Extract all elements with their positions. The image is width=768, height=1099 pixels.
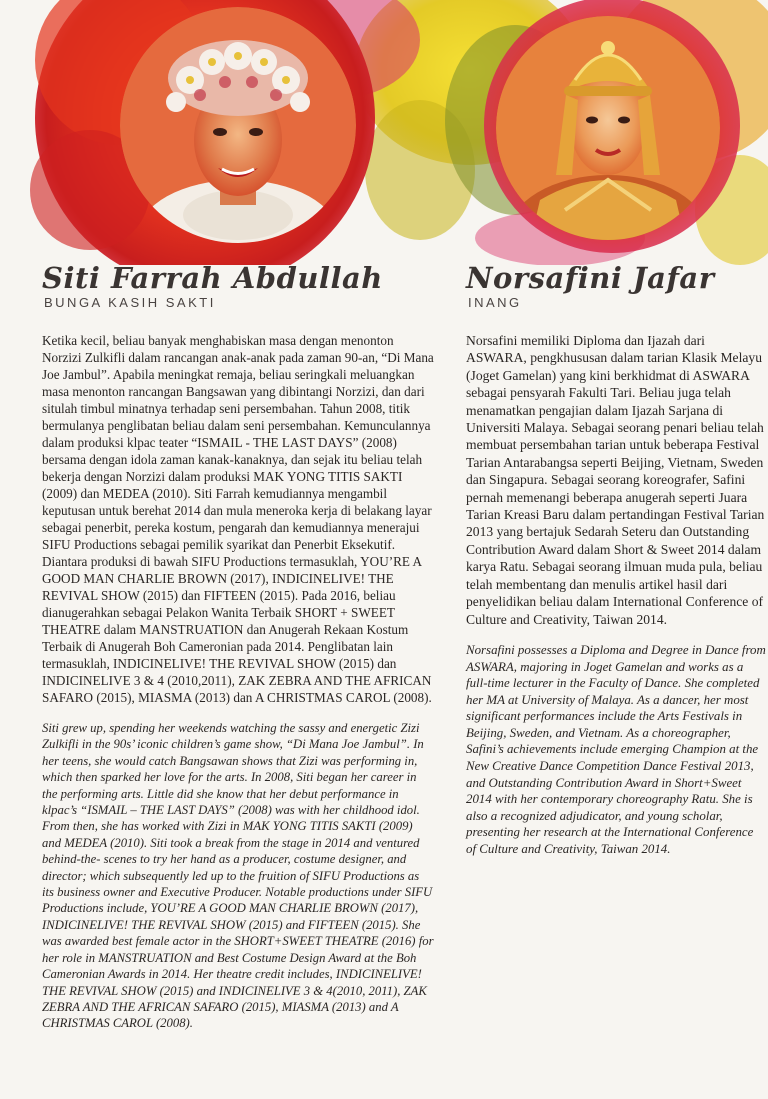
watercolor-portrait-banner — [0, 0, 768, 265]
bio-english: Siti grew up, spending her weekends watching the sassy and energetic Zizi Zulkifli in the 90s’ iconic children’s game show, “Di Mana Joe Jambul”. In her teens, she would catch Bangsawan shows that Zizi was performing in, which then sparked her love for the arts. In 2008, Siti began her career in the performing arts. Little did she know that her debut performance in klpac’s “ISMAIL – THE LAST DAYS” (2008) was with her childhood idol. From then, she has worked with Zizi in MAK YONG TITIS SAKTI (2009) and MEDEA (2010). Siti took a break from the stage in 2014 and ventured behind-the- scenes to try her hand as a producer, costume designer, and director; which subsequently led up to the fruition of SIFU Productions as its business owner and Executive Producer. Notable productions under SIFU Productions include, YOU’RE A GOOD MAN CHARLIE BROWN (2017), INDICINELIVE! THE REVIVAL SHOW (2015) and FIFTEEN (2015). She was awarded best female actor in the SHORT+SWEET THEATRE (2016) for her role in MANSTRUATION and Best Costume Design Award at the Boh Cameronian Awards in 2014. Her theatre credit includes, INDICINELIVE! THE REVIVAL SHOW (2015) and INDICINELIVE 3 & 4(2010, 2011), ZAK ZEBRA AND THE AFRICAN SAFARO (2015), MIASMA (2013) and A CHRISTMAS CAROL (2008). — [42, 721, 434, 1031]
profile-norsafini — [466, 262, 766, 858]
performer-name: Siti Farrah Abdullah — [42, 261, 383, 295]
bio-english: Norsafini possesses a Diploma and Degree in Dance from ASWARA, majoring in Joget Gamelan and works as a full-time lecturer in the Faculty of Dance. She completed her MA at University of Malaya. As a dancer, her most significant performances include the Arts Festivals in Beijing, Sweden, and Vietnam. As a choreographer, Safini’s achievements include emerging Champion at the New Creative Dance Competition Dance Festival 2013, and Outstanding Contribution Award in Short+Sweet 2014 with her contemporary choreography Ratu. She is also a recognized adjudicator, and young scholar, presenting her research at the International Conference of Culture and Creativity, Taiwan 2014. — [466, 642, 766, 857]
bio-malay: Norsafini memiliki Diploma dan Ijazah dari ASWARA, pengkhususan dalam tarian Klasik Melayu (Joget Gamelan) yang kini berkhidmat di ASWARA sebagai pensyarah Fakulti Tari. Beliau juga telah menamatkan pengajian dalam Ijazah Sarjana di Universiti Malaya. Sebagai seorang penari beliau telah membuat persembahan tarian untuk beberapa Festival Tarian Antarabangsa seperti Beijing, Vietnam, Sweden dan Singapura. Sebagai seorang koreografer, Safini pernah memenangi beberapa anugerah seperti Juara Tarian Kreasi Baru dalam pertandingan Festival Tarian 2013 yang bertajuk Sedarah Seteru dan Outstanding Contribution Award dalam Short & Sweet 2014 dalam karya Ratu. Sebagai seorang ilmuan muda pula, beliau telah membentang dan menulis artikel hasil dari penyelidikan beliau dalam International Conference of Culture and Creativity, Taiwan 2014. — [466, 333, 765, 627]
character-role: INANG — [468, 295, 522, 310]
bio-malay: Ketika kecil, beliau banyak menghabiskan masa dengan menonton Norzizi Zulkifli dalam rancangan anak-anak pada zaman 90-an, “Di Mana Joe Jambul”. Apabila meningkat remaja, beliau seringkali meluangkan masa menonton rancangan Bangsawan yang dibintangi Norzizi, dan dari situlah timbul minatnya terhadap seni persembahan. Tahun 2008, titik bermulanya penglibatan beliau dalam seni persembahan. Kemunculannya dalam produksi klpac teater “ISMAIL - THE LAST DAYS” (2008) bersama dengan idola zaman kanak-kanaknya, dan sejak itu beliau telah bekerja dengan Norzizi dalam produksi MAK YONG TITIS SAKTI (2009) dan MEDEA (2010). Siti Farrah kemudiannya mengambil keputusan untuk berehat 2014 dan mula meneroka kerja di belakang layar sebagai penerbit, pereka kostum, pengarah dan kemudiannya menerajui SIFU Productions sebagai pemilik syarikat dan Penerbit Eksekutif. Diantara produksi di bawah SIFU Productions termasuklah, YOU’RE A GOOD MAN CHARLIE BROWN (2017), INDICINELIVE! THE REVIVAL SHOW (2015) dan FIFTEEN (2015). Pada 2016, beliau dianugerahkan sebagai Pelakon Wanita Terbaik SHORT + SWEET THEATRE dalam MANSTRUATION dan Anugerah Rekaan Kostum Terbaik di Anugerah Boh Cameronian pada 2014. Penglibatan lain termasuklah, INDICINELIVE! THE REVIVAL SHOW (2015) dan INDICINELIVE 3 & 4 (2010,2011), ZAK ZEBRA AND THE AFRICAN SAFARO (2015), MIASMA (2013) dan A CHRISTMAS CAROL (2008). — [42, 333, 434, 705]
character-role: BUNGA KASIH SAKTI — [44, 295, 216, 310]
profile-siti-farrah — [42, 262, 434, 1032]
watercolor-background — [0, 0, 768, 265]
performer-name: Norsafini Jafar — [466, 261, 715, 295]
